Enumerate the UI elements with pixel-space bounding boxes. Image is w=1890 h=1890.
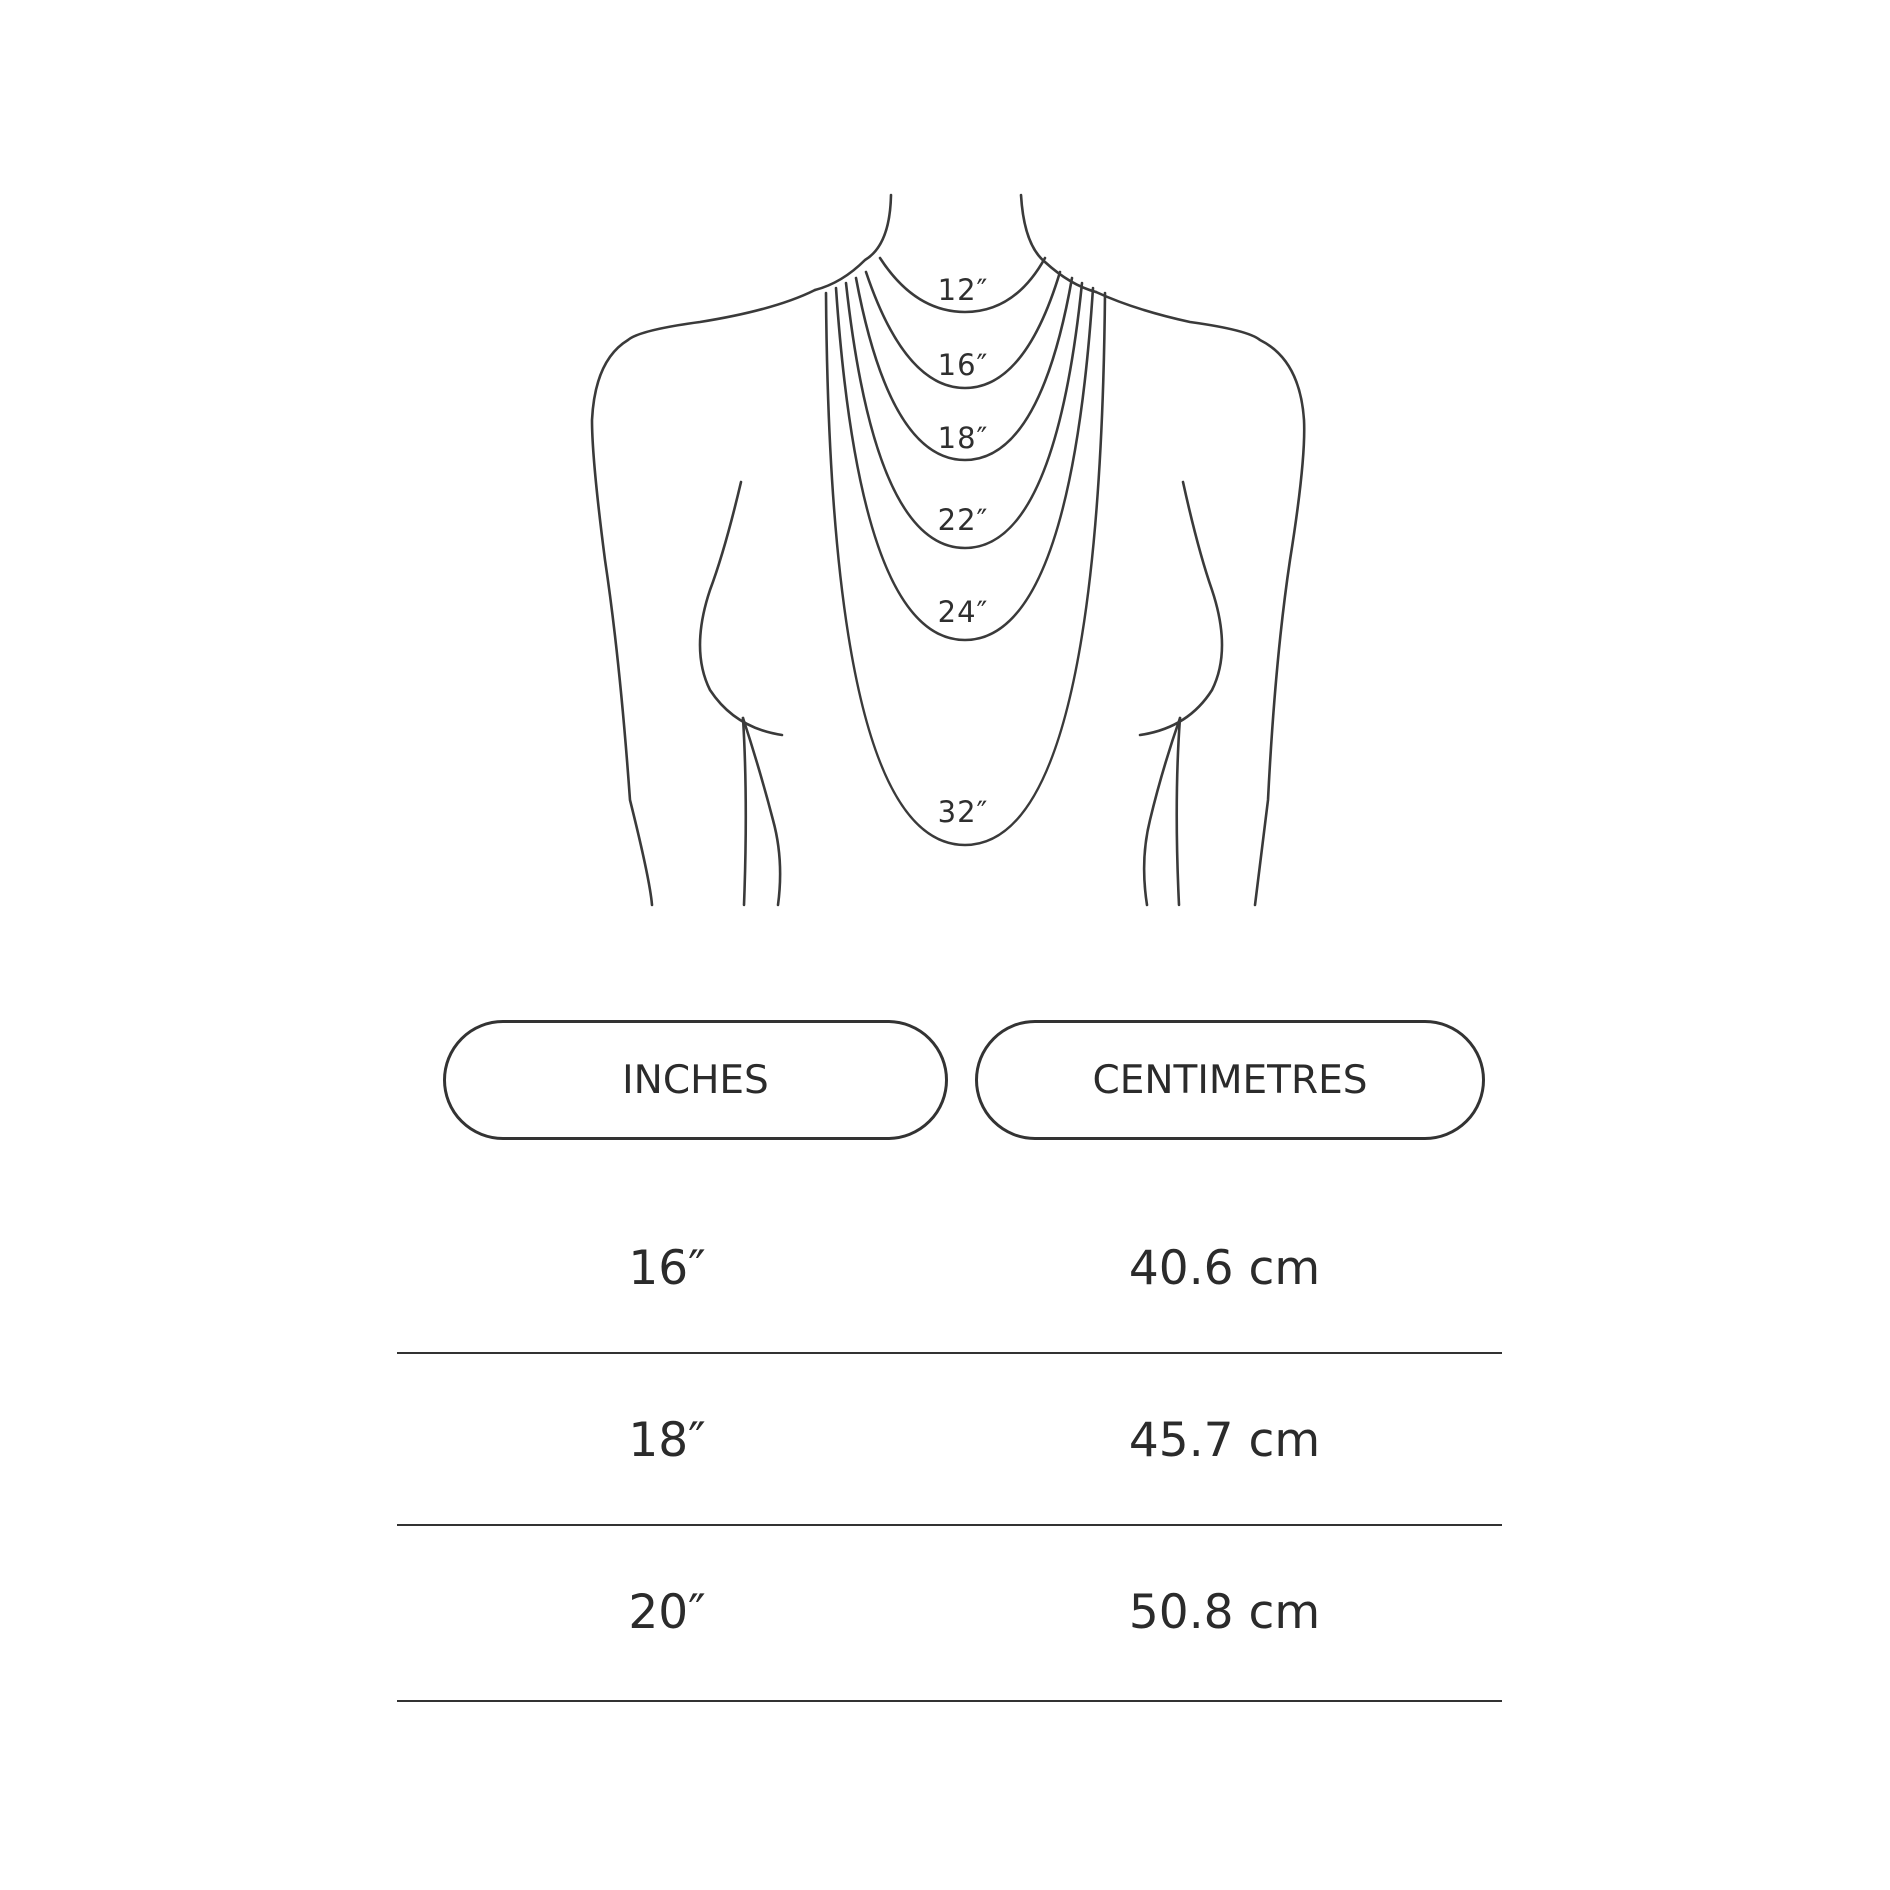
necklace-label-18: 18″	[937, 421, 989, 455]
left-shoulder-arm-outline	[592, 290, 815, 905]
necklace-label-22: 22″	[937, 503, 989, 537]
right-shoulder-arm-outline	[1096, 292, 1304, 905]
inches-cell: 18″	[628, 1412, 706, 1468]
necklace-24-strand	[836, 288, 1093, 640]
necklace-label-24: 24″	[937, 595, 989, 629]
left-torso-side-outline	[743, 718, 780, 905]
necklace-label-16: 16″	[937, 348, 989, 382]
table-row	[397, 1354, 1502, 1526]
necklace-strands	[826, 258, 1105, 845]
left-bust-outline	[700, 482, 782, 735]
table-row	[397, 1526, 1502, 1702]
inches-header-pill: INCHES	[443, 1020, 948, 1140]
centimetres-cell: 45.7 cm	[1128, 1412, 1321, 1468]
right-bust-outline	[1140, 482, 1222, 735]
centimetres-header-pill: CENTIMETRES	[975, 1020, 1485, 1140]
necklace-label-12: 12″	[937, 273, 989, 307]
inches-cell: 20″	[628, 1584, 706, 1640]
right-torso-side-outline	[1144, 718, 1180, 905]
neck-left-outline	[815, 195, 891, 290]
centimetres-cell: 40.6 cm	[1128, 1240, 1321, 1296]
necklace-label-32: 32″	[937, 795, 989, 829]
right-torso-inner-outline	[1177, 718, 1180, 905]
necklace-length-labels	[938, 273, 989, 829]
left-torso-inner-outline	[743, 718, 746, 905]
table-row	[397, 1182, 1502, 1354]
inches-cell: 16″	[628, 1240, 706, 1296]
centimetres-cell: 50.8 cm	[1128, 1584, 1321, 1640]
